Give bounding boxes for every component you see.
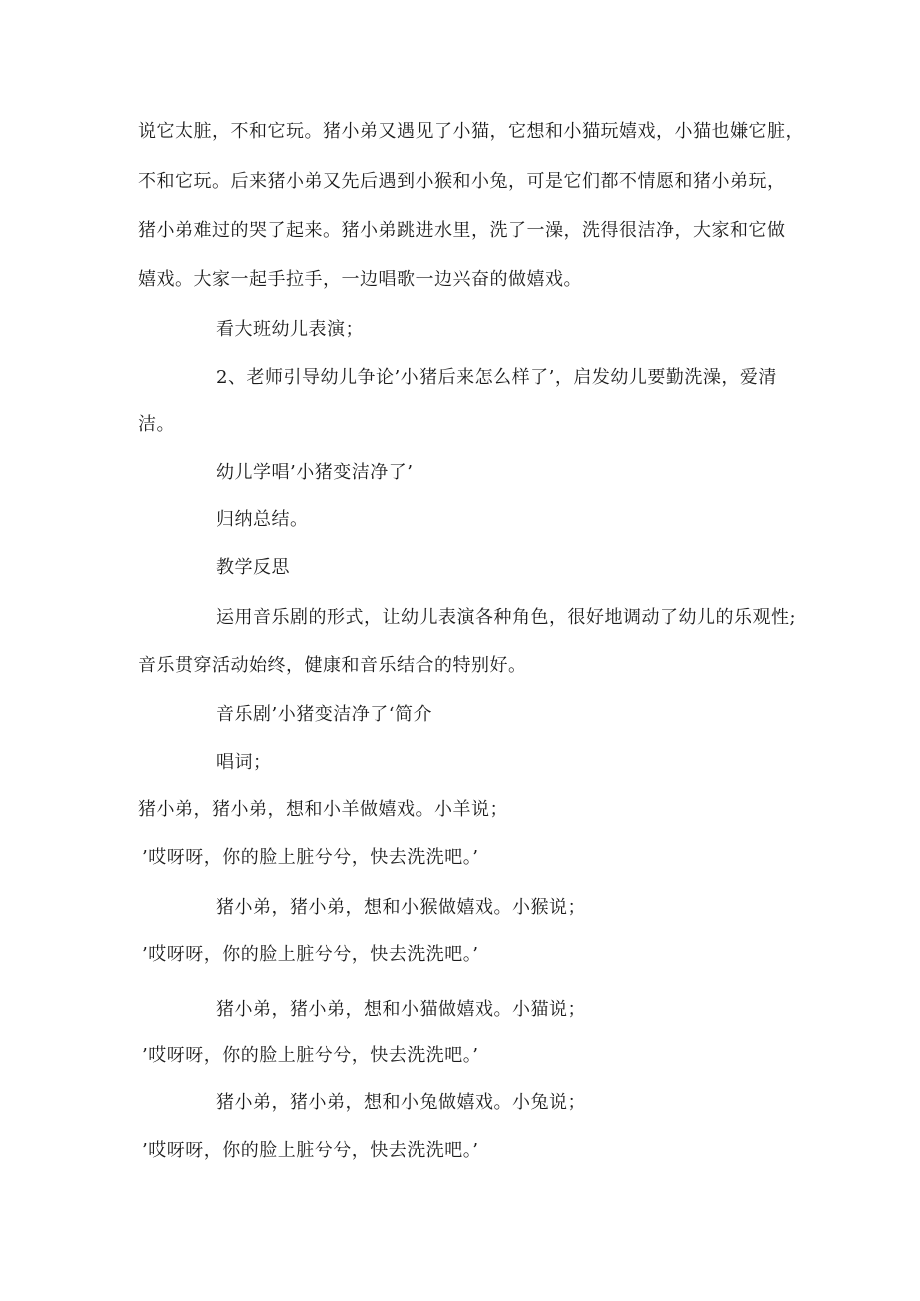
text-line-6: 2、老师引导幼儿争论’小猪后来怎么样了’，启发幼儿要勤洗澡，爱清 xyxy=(216,367,777,388)
text-line-15: 猪小弟，猪小弟，想和小羊做嬉戏。小羊说； xyxy=(138,799,508,820)
text-line-10: 教学反思 xyxy=(216,557,290,578)
text-line-16: ’哎呀呀，你的脸上脏兮兮，快去洗洗吧。’ xyxy=(142,847,479,868)
text-line-3: 猪小弟难过的哭了起来。猪小弟跳进水里，洗了一澡，洗得很洁净，大家和它做 xyxy=(138,220,786,241)
text-line-14: 唱词； xyxy=(216,752,272,773)
text-line-2: 不和它玩。后来猪小弟又先后遇到小猴和小兔，可是它们都不情愿和猪小弟玩， xyxy=(138,171,786,192)
text-line-8: 幼儿学唱’小猪变洁净了’ xyxy=(216,462,414,483)
text-line-19: 猪小弟，猪小弟，想和小猫做嬉戏。小猫说； xyxy=(216,999,586,1020)
text-line-20: ’哎呀呀，你的脸上脏兮兮，快去洗洗吧。’ xyxy=(142,1045,479,1066)
text-line-1: 说它太脏，不和它玩。猪小弟又遇见了小猫，它想和小猫玩嬉戏，小猫也嫌它脏， xyxy=(138,121,804,142)
text-line-9: 归纳总结。 xyxy=(216,509,309,530)
text-line-13: 音乐剧’小猪变洁净了‘简介 xyxy=(216,704,432,725)
text-line-5: 看大班幼儿表演； xyxy=(216,319,364,340)
text-line-4: 嬉戏。大家一起手拉手，一边唱歌一边兴奋的做嬉戏。 xyxy=(138,269,582,290)
text-line-22: ’哎呀呀，你的脸上脏兮兮，快去洗洗吧。’ xyxy=(142,1140,479,1161)
text-line-17: 猪小弟，猪小弟，想和小猴做嬉戏。小猴说； xyxy=(216,897,586,918)
text-line-12: 音乐贯穿活动始终，健康和音乐结合的特别好。 xyxy=(138,655,527,676)
text-line-7: 洁。 xyxy=(138,414,175,435)
text-line-11: 运用音乐剧的形式，让幼儿表演各种角色，很好地调动了幼儿的乐观性; xyxy=(216,607,797,628)
text-line-18: ’哎呀呀，你的脸上脏兮兮，快去洗洗吧。’ xyxy=(142,944,479,965)
text-line-21: 猪小弟，猪小弟，想和小兔做嬉戏。小兔说； xyxy=(216,1092,586,1113)
